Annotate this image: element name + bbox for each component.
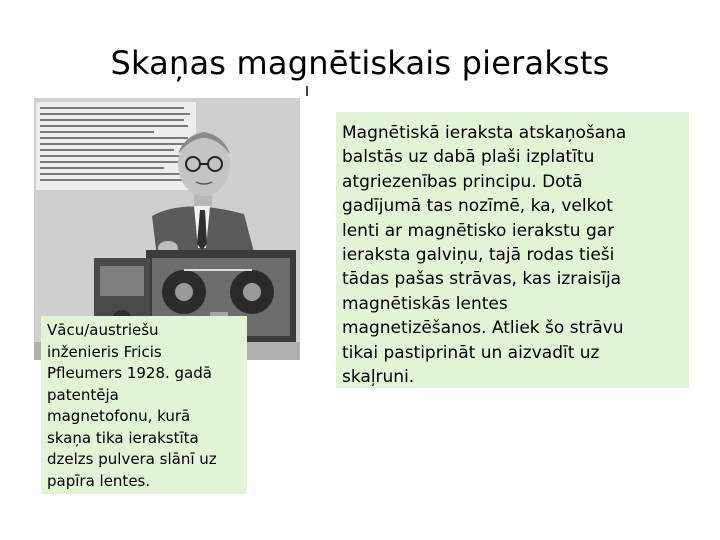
photo-caption: Vācu/austriešu inženieris Fricis Pfleumers 1928. gadā patentēja magnetofonu, kurā skaņa tika ierakstīta dzelzs pulvera slānī uz papīra lentes. xyxy=(41,316,247,494)
title-divider-mark xyxy=(306,86,308,96)
body-text: Magnētiskā ieraksta atskaņošana balstās uz dabā plaši izplatītu atgriezenības principu. Dotā gadījumā tas nozīmē, ka, velkot lenti ar magnētisko ierakstu gar ieraksta galviņu, tajā rodas tieši tādas pašas strāvas, kas izraisīja magnētiskās lentes magnetizēšanos. Atliek šo strāvu tikai pastiprināt un aizvadīt uz skaļruni. xyxy=(336,112,689,388)
slide-title: Skaņas magnētiskais pieraksts xyxy=(110,44,610,82)
